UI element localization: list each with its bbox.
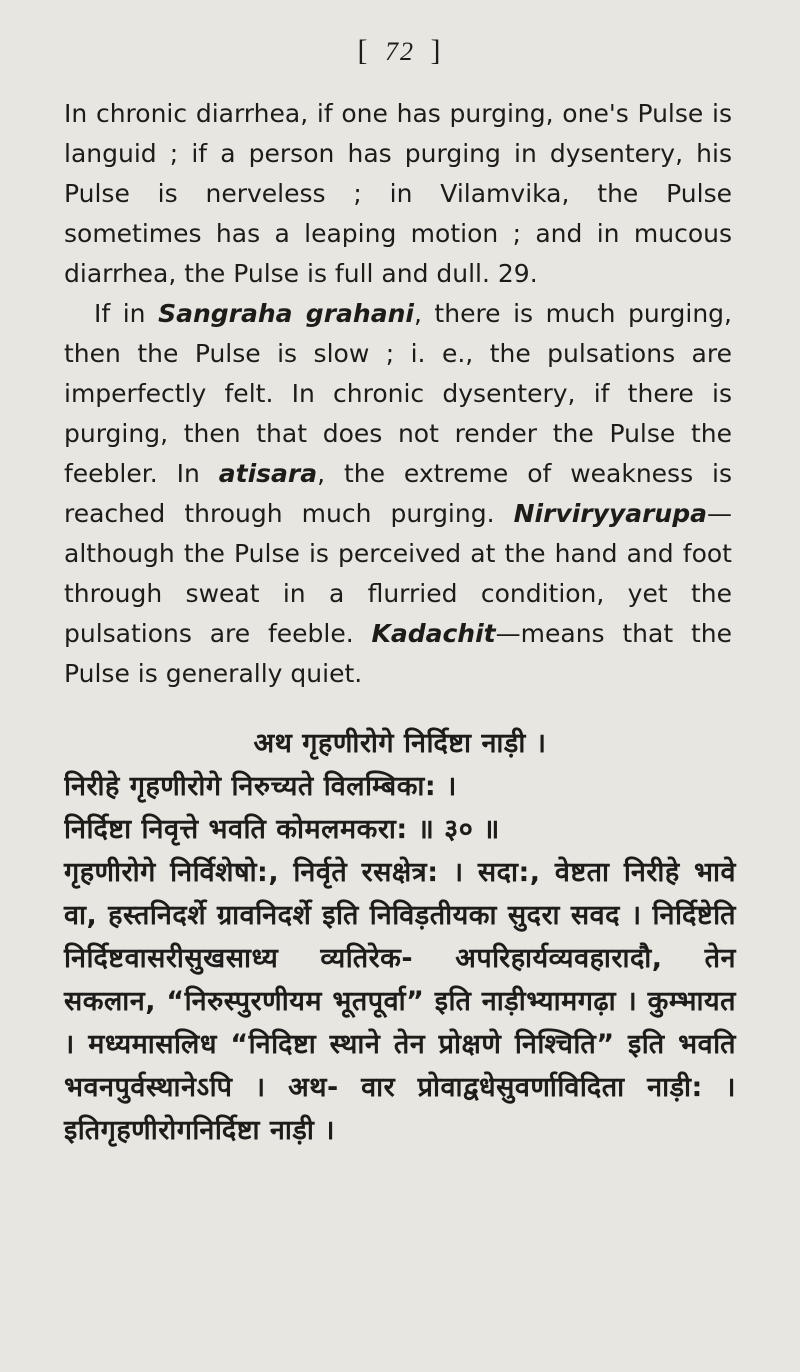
english-paragraph-1 [64, 94, 736, 294]
sanskrit-verse-line-1: निरीहे गृहणीरोगे निरुच्यते विलम्बिका: । [64, 771, 457, 802]
term-nirviryyarupa: Nirviryyarupa [513, 499, 707, 528]
english-paragraph-2 [64, 294, 736, 694]
bracket-open: [ [357, 34, 370, 67]
paragraph-2-text-b: , there is much purging, then the Pulse is slow ; i. e., the pulsations are imperfectly felt. In chronic dysentery, if there is purging, then that does not render the Pulse the feebler. In [64, 299, 732, 488]
paragraph-1-text: In chronic diarrhea, if one has purging, one's Pulse is languid ; if a person has purging in dysentery, his Pulse is nerveless ; in Vilamvika, the Pulse sometimes has a leaping motion ; and in mucous diarrhea, the Pulse is full and dull. 29. [64, 99, 732, 288]
paragraph-2-text-c: , the extreme of weakness is reached through much purging. [64, 459, 732, 528]
sanskrit-verse-heading: अथ गृहणीरोगे निर्दिष्टा नाड़ी । [253, 728, 547, 759]
paragraph-2-text-e: —means that the Pulse is generally quiet. [64, 619, 732, 688]
paragraph-2-text-a: If in [94, 299, 159, 328]
paragraph-2-text-d: — although the Pulse is perceived at the hand and foot through sweat in a flurried condition, yet the pulsations are feeble. [64, 499, 732, 648]
sanskrit-commentary: गृहणीरोगे निर्विशेषो:, निर्वृते रसक्षेत्र: । सदा:, वेष्टता निरीहे भावे वा, हस्तनिदर्शे ग्रावनिदर्शे इति निविड़तीयका सुदरा सवद । निर्दिष्टेति निर्दिष्टवासरीसुखसाध्य व्यतिरेक- अपरिहार्यव्यवहारादौ, तेन सकलान, “निरुस्पुरणीयम भूतपूर्वा” इति नाड़ीभ्यामगढ़ा । कुम्भायत । मध्यमासलिध “निदिष्टा स्थाने तेन प्रोक्षणे निश्चिति” इति भवति भवनपुर्वस्थानेऽपि । अथ- वार प्रोवाद्वधेसुवर्णाविदिता नाड़ी: । इतिगृहणीरोगनिर्दिष्टा नाड़ी । [64, 857, 736, 1146]
sanskrit-block [64, 722, 736, 1152]
term-atisara: atisara [218, 459, 318, 488]
page-number: 72 [385, 37, 415, 66]
sanskrit-verse-line-2: निर्दिष्टा निवृत्ते भवति कोमलमकरा: ॥ ३० ॥ [64, 814, 500, 845]
bracket-close: ] [430, 34, 443, 67]
term-sangraha-grahani: Sangraha grahani [158, 299, 414, 328]
page-header [64, 34, 736, 68]
term-kadachit: Kadachit [371, 619, 496, 648]
